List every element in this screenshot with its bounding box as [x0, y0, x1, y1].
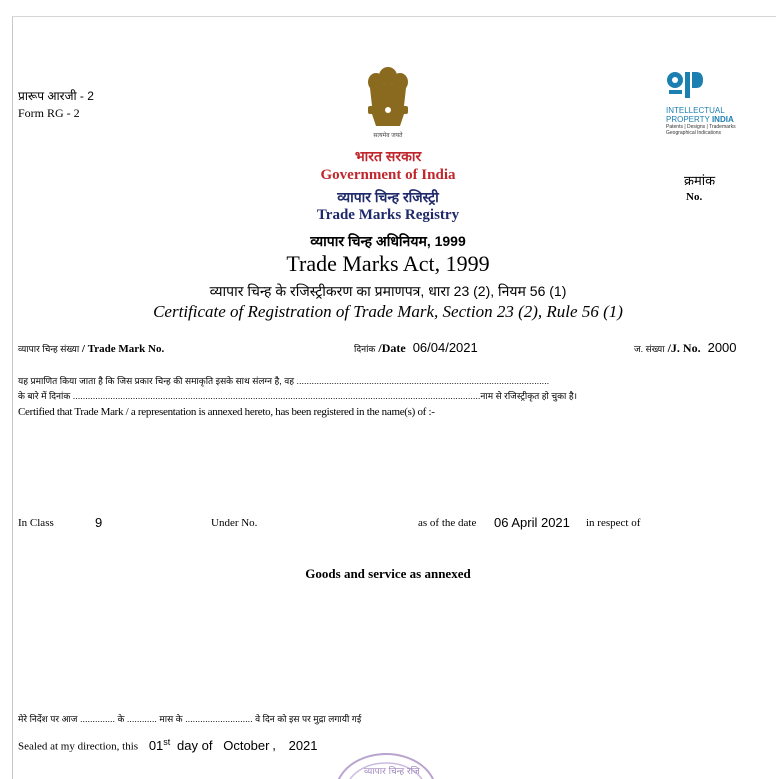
journal-no-field: [634, 340, 737, 356]
registry-title-english: Trade Marks Registry: [316, 207, 460, 223]
ip-india-tagline1: Patents | Designs | Trademarks: [666, 124, 736, 130]
form-number-hindi: प्रारूप आरजी - 2: [18, 89, 94, 103]
act-title-hindi: व्यापार चिन्ह अधिनियम, 1999: [310, 233, 466, 249]
page-border-top: [12, 16, 776, 17]
page-border-left: [12, 16, 13, 779]
date-field: [354, 340, 478, 356]
date-label-english: /Date: [375, 341, 406, 355]
journal-label-english: /J. No.: [664, 341, 701, 355]
as-of-date-label: as of the date: [418, 517, 477, 529]
class-value: 9: [95, 515, 103, 530]
under-no-label: Under No.: [211, 517, 258, 529]
ip-india-property: PROPERTY: [666, 115, 710, 124]
ip-india-line1: INTELLECTUAL: [666, 106, 725, 115]
certify-line-english: Certified that Trade Mark / a representation is annexed hereto, has been registered in the name(s) of :-: [18, 406, 435, 418]
sealed-day: 01: [148, 737, 164, 753]
act-title-english: Trade Marks Act, 1999: [286, 251, 490, 276]
journal-no-value: 2000: [707, 340, 737, 355]
class-label: In Class: [18, 517, 54, 529]
date-value: 06/04/2021: [412, 340, 478, 355]
ip-india-logo: [666, 70, 756, 136]
serial-label-english: No.: [686, 191, 703, 203]
registry-seal-icon: [334, 752, 438, 779]
sealed-line-hindi: मेरे निर्देश पर आज .............. के ............ मास के ........................... वे दिन को इस पर मुद्रा लगायी गई: [18, 714, 362, 724]
govt-title-english: Government of India: [320, 167, 456, 183]
sealed-label: Sealed at my direction, this: [18, 740, 139, 753]
journal-label-hindi: ज. संख्या: [634, 344, 665, 354]
serial-label-hindi: क्रमांक: [684, 173, 716, 188]
ip-india-tagline2: Geographical Indications: [666, 130, 722, 136]
certify-line-hindi-1: यह प्रमाणित किया जाता है कि जिस प्रकार चिन्ह की समाकृति इसके साथ संलग्न है, वह .....................................................................................................: [18, 376, 550, 386]
form-number-english: Form RG - 2: [18, 106, 80, 120]
national-emblem-icon: [358, 62, 418, 140]
in-respect-of-label: in respect of: [586, 517, 641, 529]
sealed-day-of: day of: [177, 737, 213, 753]
trade-mark-no-english: / Trade Mark No.: [79, 343, 165, 355]
sealed-month: October: [223, 737, 270, 753]
certificate-title-english: Certificate of Registration of Trade Mark, Section 23 (2), Rule 56 (1): [153, 302, 623, 321]
ip-india-logo-icon: [666, 70, 704, 100]
as-of-date-value: 06 April 2021: [494, 515, 570, 530]
seal-text: व्यापार चिन्ह रजि: [364, 767, 420, 777]
registry-title-hindi: व्यापार चिन्ह रजिस्ट्री: [337, 189, 439, 205]
emblem-motto: सत्यमेव जयते: [373, 133, 403, 139]
certify-line-hindi-2: के बारे में दिनांक ...................................................................................................................................................................नाम से रजिस्ट्रीकृत हो चुका है।: [18, 391, 578, 401]
ip-india-india: INDIA: [711, 115, 734, 124]
sealed-line-english: [18, 737, 318, 753]
goods-and-service: Goods and service as annexed: [305, 566, 471, 581]
ip-india-line2: [666, 115, 756, 124]
trade-mark-no-hindi: व्यापार चिन्ह संख्या: [18, 344, 80, 354]
sealed-comma: ,: [272, 737, 276, 753]
sealed-day-suffix: st: [163, 737, 171, 747]
date-label-hindi: दिनांक: [354, 344, 376, 354]
certificate-title-hindi: व्यापार चिन्ह के रजिस्ट्रीकरण का प्रमाणपत्र, धारा 23 (2), नियम 56 (1): [209, 283, 567, 299]
govt-title-hindi: भारत सरकार: [354, 148, 422, 164]
trade-mark-no-label: [18, 342, 164, 355]
sealed-year: 2021: [288, 737, 318, 753]
